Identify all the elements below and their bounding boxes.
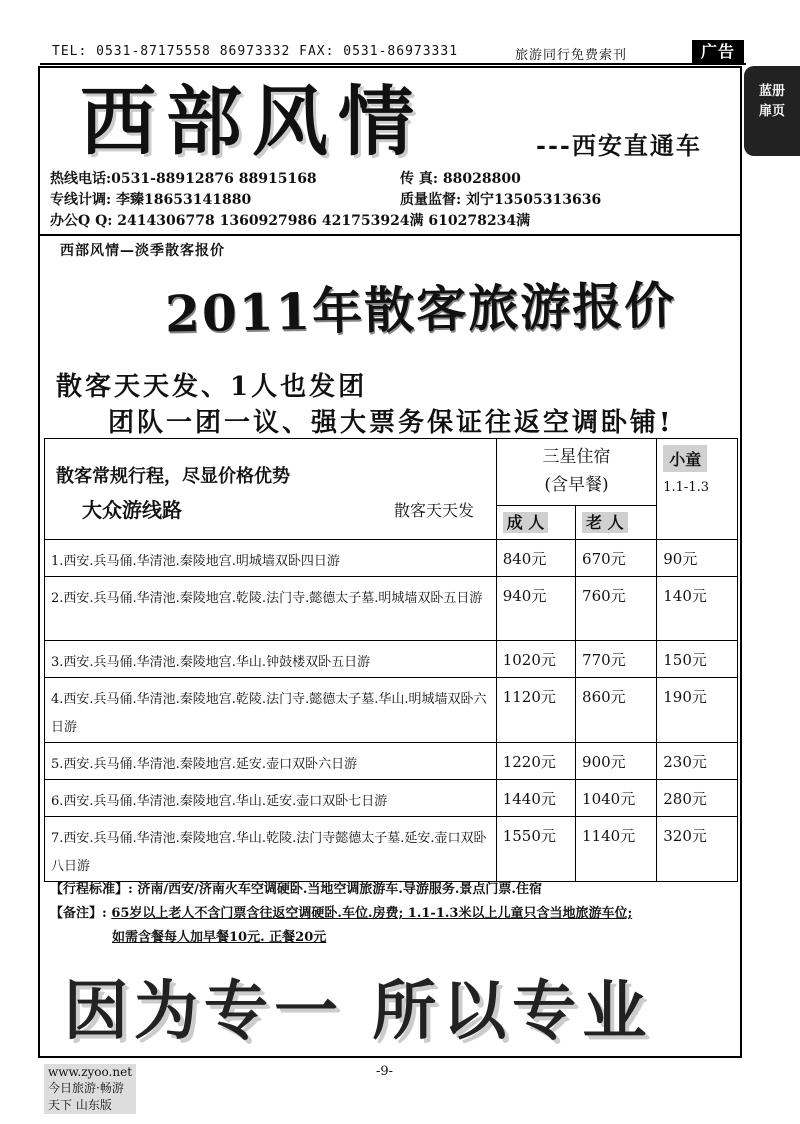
table-header-row [45, 439, 738, 506]
motto: 因为专一 所以专业 [64, 974, 653, 1049]
intro-daily: 散客天天发 [394, 501, 475, 520]
side-tab-line2: 扉页 [758, 104, 785, 119]
subheading: 西部风情—淡季散客报价 [60, 243, 225, 259]
contact-line: TEL: 0531-87175558 86973332 FAX: 0531-86973331 [52, 44, 459, 59]
adult-price: 940元 [496, 577, 575, 641]
child-header [657, 439, 738, 540]
child-label: 小童 [663, 445, 707, 472]
route-cell: 6.西安.兵马俑.华清池.秦陵地宫.华山.延安.壶口双卧七日游 [45, 780, 497, 817]
table-row [45, 577, 738, 641]
slogan-line1: 散客天天发、1人也发团 [56, 372, 368, 402]
side-tab[interactable] [744, 66, 800, 156]
hotel-sublabel: (含早餐) [544, 475, 609, 495]
brand-title: 西部风情 [80, 77, 424, 166]
ad-badge: 广告 [692, 40, 744, 64]
qq-info: 办公Q Q: 2414306778 1360927986 421753924满 610278234满 [50, 213, 531, 229]
quality-info: 质量监督: 刘宁13505313636 [400, 192, 602, 208]
child-price: 190元 [657, 678, 738, 743]
top-header [40, 44, 740, 64]
table-row [45, 540, 738, 577]
price-table [44, 438, 738, 882]
table-row [45, 780, 738, 817]
table-row [45, 678, 738, 743]
brand-tagline: ---西安直通车 [536, 131, 702, 160]
adult-price: 1020元 [496, 641, 575, 678]
side-tab-line1: 蓝册 [758, 84, 785, 99]
remark-text-2: 如需含餐每人加早餐10元. 正餐20元 [112, 930, 327, 945]
table-row [45, 743, 738, 780]
route-cell: 5.西安.兵马俑.华清池.秦陵地宫.延安.壶口双卧六日游 [45, 743, 497, 780]
header-rule [40, 63, 746, 65]
fax-info: 传 真: 88028800 [400, 171, 521, 187]
intro-cell [45, 439, 497, 540]
senior-label: 老 人 [582, 512, 628, 533]
adult-price: 1220元 [496, 743, 575, 780]
child-price: 150元 [657, 641, 738, 678]
contact-rule [40, 234, 740, 236]
remark-note [50, 902, 632, 926]
senior-price: 770元 [576, 641, 657, 678]
slogan-line2: 团队一团一议、强大票务保证往返空调卧铺! [108, 408, 674, 438]
standard-label: 【行程标准】: [50, 882, 133, 897]
adult-price: 1120元 [496, 678, 575, 743]
intro-title: 散客常规行程，尽显价格优势 [56, 466, 290, 487]
table-row [45, 817, 738, 882]
page-number: -9- [376, 1064, 394, 1079]
adult-header [496, 505, 575, 539]
child-sublabel: 1.1-1.3 [663, 480, 709, 495]
route-cell: 1.西安.兵马俑.华清池.秦陵地宫.明城墙双卧四日游 [45, 540, 497, 577]
child-price: 280元 [657, 780, 738, 817]
remark-label: 【备注】: [50, 906, 107, 921]
remark-note-2 [50, 926, 632, 950]
adult-price: 1550元 [496, 817, 575, 882]
senior-header [576, 505, 657, 539]
child-price: 90元 [657, 540, 738, 577]
senior-price: 670元 [576, 540, 657, 577]
hotline: 热线电话:0531-88912876 88915168 [50, 171, 317, 187]
intro-subtitle: 大众游线路 [82, 498, 182, 522]
planner-info: 专线计调: 李臻18653141880 [50, 192, 252, 208]
adult-label: 成 人 [503, 512, 549, 533]
standard-note [50, 878, 632, 902]
child-price: 140元 [657, 577, 738, 641]
table-row [45, 641, 738, 678]
hotel-label: 三星住宿 [542, 447, 611, 467]
senior-price: 1040元 [576, 780, 657, 817]
senior-price: 760元 [576, 577, 657, 641]
route-cell: 7.西安.兵马俑.华清池.秦陵地宫.华山.乾陵.法门寺懿德太子墓.延安.壶口双卧八日游 [45, 817, 497, 882]
adult-price: 1440元 [496, 780, 575, 817]
remark-text: 65岁以上老人不含门票含往返空调硬卧.车位.房费; 1.1-1.3米以上儿童只含当地旅游车位; [111, 906, 633, 921]
child-price: 320元 [657, 817, 738, 882]
route-cell: 3.西安.兵马俑.华清池.秦陵地宫.华山.钟鼓楼双卧五日游 [45, 641, 497, 678]
route-cell: 4.西安.兵马俑.华清池.秦陵地宫.乾陵.法门寺.懿德太子墓.华山.明城墙双卧六日游 [45, 678, 497, 743]
free-label: 旅游同行免费索刊 [515, 48, 628, 63]
adult-price: 840元 [496, 540, 575, 577]
standard-text: 济南/西安/济南火车空调硬卧.当地空调旅游车.导游服务.景点门票.住宿 [137, 882, 542, 897]
senior-price: 860元 [576, 678, 657, 743]
footer-site[interactable]: www.zyoo.net 今日旅游·畅游天下 山东版 [44, 1064, 136, 1114]
senior-price: 1140元 [576, 817, 657, 882]
route-cell: 2.西安.兵马俑.华清池.秦陵地宫.乾陵.法门寺.懿德太子墓.明城墙双卧五日游 [45, 577, 497, 641]
page-headline: 2011年散客旅游报价 [164, 275, 677, 344]
hotel-header [496, 439, 657, 506]
notes [50, 878, 632, 950]
senior-price: 900元 [576, 743, 657, 780]
child-price: 230元 [657, 743, 738, 780]
